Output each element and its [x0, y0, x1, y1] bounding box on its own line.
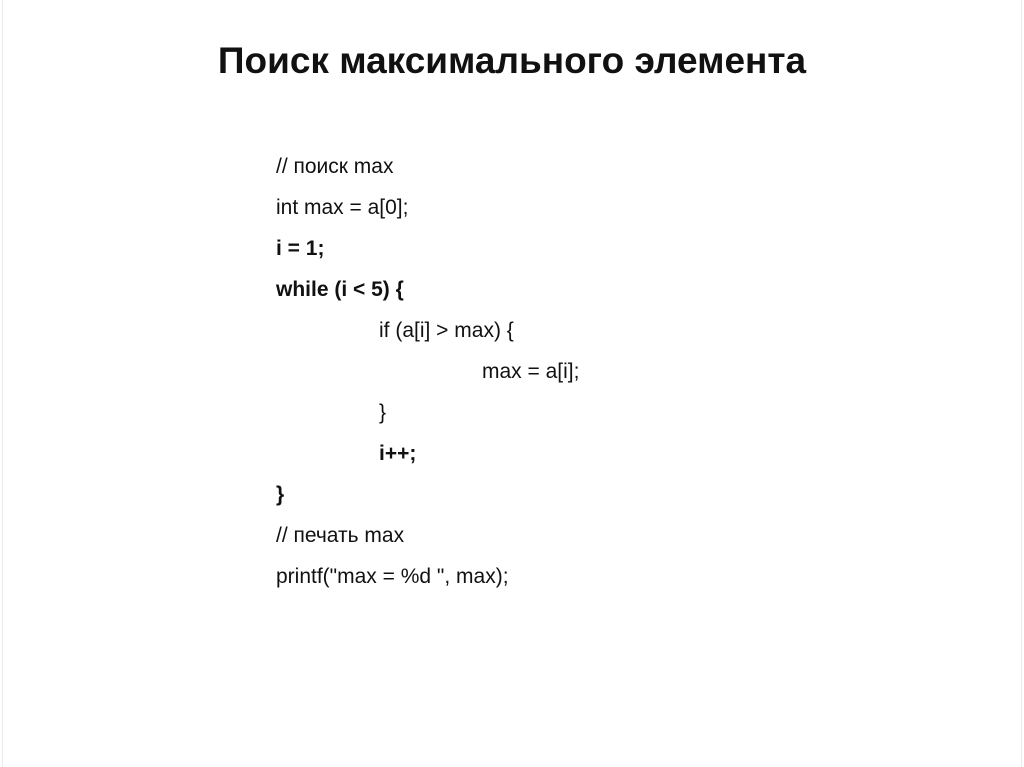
code-line-assign-max: max = a[i];: [482, 360, 580, 383]
slide-right-border: [1021, 0, 1022, 767]
code-line-printf: printf("max = %d ", max);: [276, 565, 509, 588]
code-line-while: while (i < 5) {: [276, 278, 404, 301]
code-block: [276, 146, 579, 597]
code-line-if-close: }: [379, 401, 387, 424]
slide-left-border: [2, 0, 3, 767]
code-line-init-i: i = 1;: [276, 237, 325, 260]
code-line-while-close: }: [276, 483, 285, 506]
code-line-increment: i++;: [379, 442, 417, 465]
code-line-comment-print: // печать max: [276, 524, 405, 547]
code-line-declare-max: int max = a[0];: [276, 196, 409, 219]
code-line-if: if (a[i] > max) {: [379, 319, 514, 342]
slide-title: Поиск максимального элемента: [217, 40, 807, 81]
code-line-comment-search: // поиск max: [276, 155, 394, 178]
